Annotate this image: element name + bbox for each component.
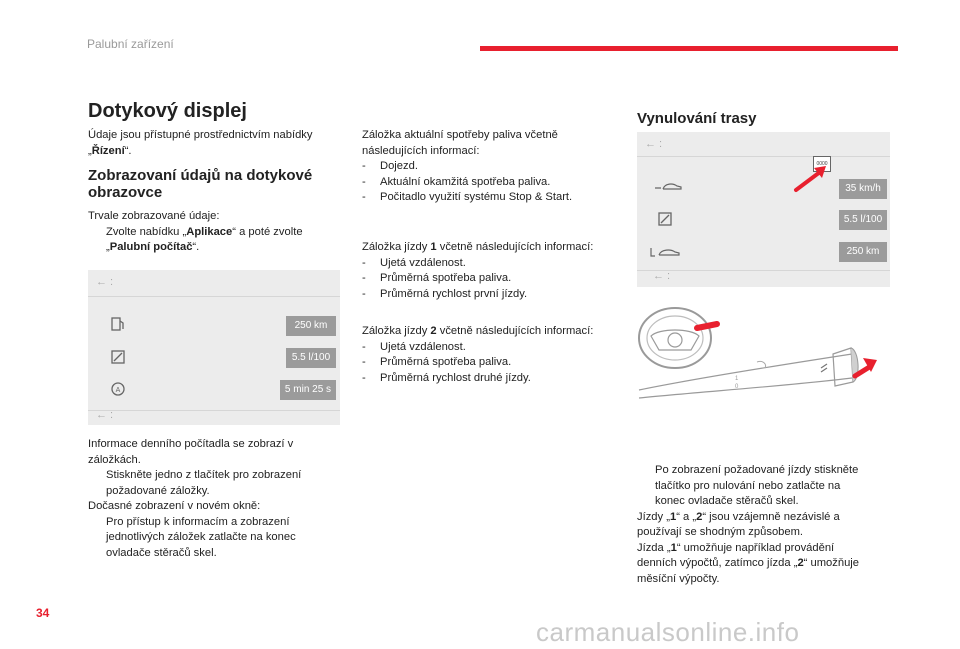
instruction-step: Po zobrazení požadované jízdy stiskněte tlačítko pro nulování nebo zatlačte na konec ovladače stěračů skel. xyxy=(637,463,902,510)
instruction-step: Pro přístup k informacím a zobrazení jednotlivých záložek zatlačte na konec ovladače stěračů skel. xyxy=(88,515,353,562)
range-value[interactable]: 250 km xyxy=(286,316,336,336)
divider xyxy=(88,296,340,297)
running-header: Palubní zařízení xyxy=(87,37,174,51)
stop-start-icon xyxy=(110,381,126,400)
list-item: - Průměrná rychlost první jízdy. xyxy=(362,287,528,300)
page-number: 34 xyxy=(36,606,50,620)
consumption-value[interactable]: 5.5 l/100 xyxy=(839,210,887,230)
list-item: - Průměrná rychlost druhé jízdy. xyxy=(362,371,531,384)
watermark: carmanualsonline.info xyxy=(536,617,800,647)
svg-text:0: 0 xyxy=(735,384,739,390)
stop-start-value[interactable]: 5 min 25 s xyxy=(280,380,336,400)
fuel-range-icon xyxy=(110,316,126,335)
bullet-icon xyxy=(88,468,106,499)
wiper-stalk-illustration xyxy=(637,298,890,408)
distance-icon xyxy=(649,246,683,261)
instruction-step: Zvolte nabídku „Aplikace“ a poté zvolte „Palubní počítač“. xyxy=(88,225,358,256)
trip-2-tab: Záložka jízdy 2 včetně následujících informací: - Ujetá vzdálenost. - Průměrná spotřeba paliva. - Průměrná rychlost druhé jízdy. xyxy=(362,324,627,386)
reset-info: Po zobrazení požadované jízdy stiskněte tlačítko pro nulování nebo zatlačte na konec ovladače stěračů skel. Jízdy „1“ a „2“ jsou vzájemně nezávislé a používají se shodným způsobem. Jízda „1“ umožňuje například provádění denních výpočtů, zatímco jízda „2“ umožňuje měsíční výpočty. xyxy=(637,463,902,587)
intro-text xyxy=(88,128,348,159)
svg-text:1: 1 xyxy=(735,376,739,382)
subsection-title: Vynulování trasy xyxy=(637,110,757,127)
list-item: - Dojezd. xyxy=(362,160,418,172)
list-item: - Počitadlo využití systému Stop & Start. xyxy=(362,191,573,203)
bullet-icon xyxy=(88,515,106,562)
distance-value[interactable]: 250 km xyxy=(839,242,887,262)
speed-value[interactable]: 35 km/h xyxy=(839,179,887,199)
consumption-value[interactable]: 5.5 l/100 xyxy=(286,348,336,368)
current-consumption-tab: Záložka aktuální spotřeby paliva včetně následujících informací: - Dojezd. - Aktuální okamžitá spotřeba paliva. - Počitadlo využití systému Stop & Start. xyxy=(362,128,627,206)
trip-reset-screen xyxy=(637,132,890,287)
list-item: - Aktuální okamžitá spotřeba paliva. xyxy=(362,175,551,188)
list-item: - Ujetá vzdálenost. xyxy=(362,340,466,353)
bullet-icon xyxy=(637,463,655,510)
red-arrow-icon xyxy=(792,164,832,194)
fuel-consumption-icon xyxy=(657,211,673,230)
bullet-icon xyxy=(88,225,106,256)
list-item: - Průměrná spotřeba paliva. xyxy=(362,356,512,368)
divider xyxy=(88,410,340,411)
divider xyxy=(637,270,890,271)
list-item: - Ujetá vzdálenost. xyxy=(362,256,466,269)
back-arrow-icon[interactable]: ← : xyxy=(96,276,114,288)
speed-icon xyxy=(653,180,683,195)
trip-1-tab: Záložka jízdy 1 včetně následujících informací: - Ujetá vzdálenost. - Průměrná spotřeba paliva. - Průměrná rychlost první jízdy. xyxy=(362,240,627,302)
list-item: - Průměrná spotřeba paliva. xyxy=(362,272,512,284)
divider xyxy=(637,156,890,157)
fuel-consumption-icon xyxy=(110,349,126,368)
trip-computer-screen xyxy=(88,270,340,425)
svg-text:A: A xyxy=(115,387,121,394)
back-arrow-icon[interactable]: ← : xyxy=(96,409,114,421)
back-arrow-icon[interactable]: ← : xyxy=(645,138,663,150)
section-title: Dotykový displej xyxy=(88,100,247,122)
header-accent-bar xyxy=(480,46,898,51)
permanent-info: Trvale zobrazované údaje: Zvolte nabídku „Aplikace“ a poté zvolte „Palubní počítač“. xyxy=(88,209,358,256)
instruction-step: Stiskněte jedno z tlačítek pro zobrazení požadované záložky. xyxy=(88,468,353,499)
reset-button[interactable]: 0000 xyxy=(813,156,831,172)
intro-line: Údaje jsou přístupné prostřednictvím nabídky xyxy=(88,129,313,141)
intro-line: „Řízení“. xyxy=(88,144,132,157)
subsection-title: Zobrazovaní údajů na dotykové obrazovce xyxy=(88,167,313,201)
tabs-info: Informace denního počítadla se zobrazí v záložkách. Stiskněte jedno z tlačítek pro zobrazení požadované záložky. Dočasné zobrazení v novém okně: Pro přístup k informacím a zobrazení jednotlivých záložek zatlačte na konec ovladače stěračů skel. xyxy=(88,437,353,561)
back-arrow-icon[interactable]: ← : xyxy=(653,270,671,282)
